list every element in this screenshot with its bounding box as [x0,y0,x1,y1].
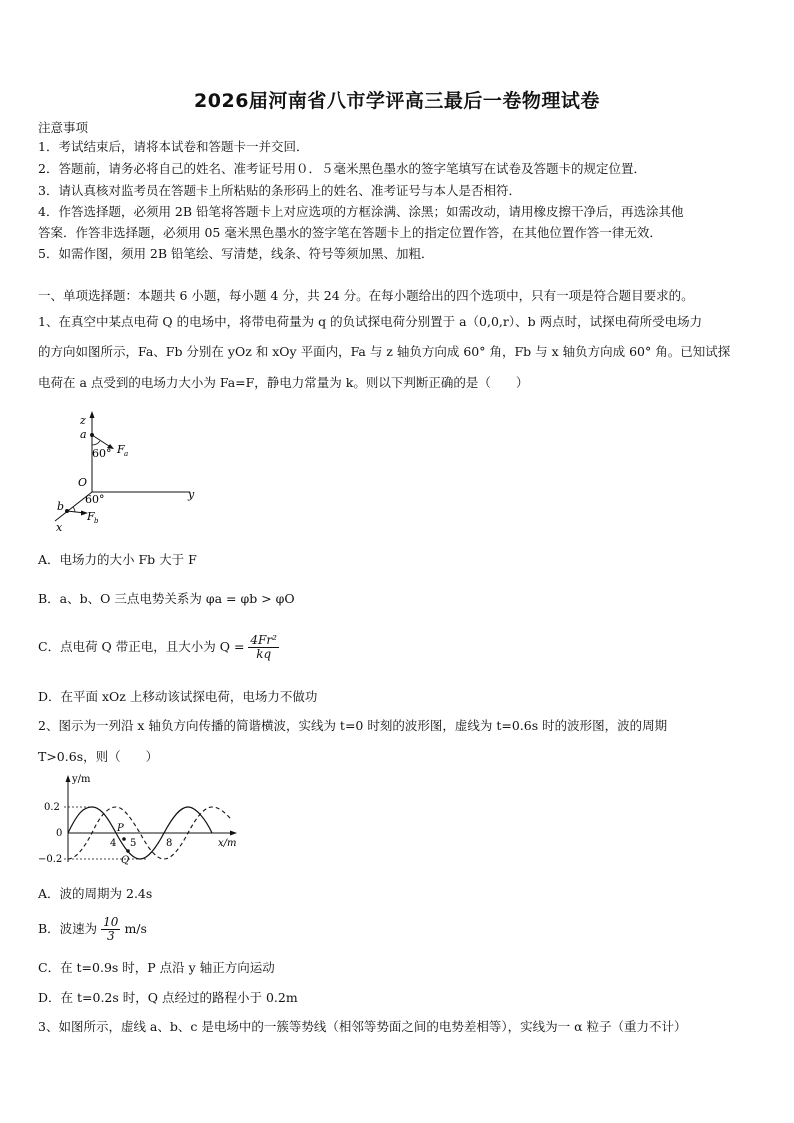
label-x4: 4 [110,838,117,849]
fraction-numerator: 10 [103,915,119,929]
label-angle-b: 60° [85,493,105,506]
page-title: 2026届河南省八市学评高三最后一卷物理试卷 [194,90,600,112]
notice-item: 2．答题前，请务必将自己的姓名、准考证号用０．５毫米黑色墨水的签字笔填写在试卷及答题卡的规定位置． [38,161,646,176]
x-arrow [230,831,237,836]
notice-item: 4．作答选择题，必须用 2B 铅笔将答题卡上对应选项的方框涂满、涂黑；如需改动，请用橡皮擦干净后，再选涂其他 [38,204,684,219]
label-y-top: 0.2 [44,802,60,813]
q2-option-d: D．在 t=0.2s 时，Q 点经过的路程小于 0.2m [38,990,298,1005]
q2-text: T>0.6s，则（ ） [38,749,159,764]
label-origin: O [78,476,88,489]
q2-option-b [38,911,147,947]
q1-option-b: B．a、b、O 三点电势关系为 φa = φb > φO [38,591,295,606]
label-angle-a: 60° [92,447,112,460]
fraction-denominator: 3 [106,929,115,943]
q1-option-d: D．在平面 xOz 上移动该试探电荷，电场力不做功 [38,689,318,704]
label-z: z [80,414,86,427]
q2-option-b-text: B．波速为 [38,921,98,936]
label-y-bottom: −0.2 [38,854,63,865]
q2-option-b-unit: m/s [124,921,147,936]
q1-text: 1、在真空中某点电荷 Q 的电场中，将带电荷量为 q 的负试探电荷分别置于 a（0,0,r）、b 两点时，试探电荷所受电场力 [38,314,703,329]
q2-option-c: C．在 t=0.9s 时，P 点沿 y 轴正方向运动 [38,960,275,975]
label-ylabel: y/m [72,774,91,785]
label-xlabel: x/m [218,838,237,849]
point-p [122,837,126,841]
fraction-numerator: 4Fr² [250,633,277,647]
notice-heading: 注意事项 [38,120,89,135]
notice-item: 答案．作答非选择题，必须用 05 毫米黑色墨水的签字笔在答题卡上的指定位置作答，在其他位置作答一律无效． [38,225,662,240]
fraction-denominator: kq [256,647,272,661]
q2-option-a: A．波的周期为 2.4s [38,886,153,901]
label-p: P [117,823,124,834]
q1-option-c [38,629,279,665]
q2-option-b-fraction [101,916,120,943]
q1-option-c-fraction [248,634,279,661]
label-x: x [56,521,63,534]
label-b: b [57,500,65,513]
label-fb-sub: b [94,517,99,525]
point-q [126,849,130,853]
q1-option-c-text: C．点电荷 Q 带正电，且大小为 Q = [38,639,245,654]
notice-item: 1．考试结束后，请将本试卷和答题卡一并交回． [38,139,309,154]
label-x5: 5 [130,838,137,849]
q1-text: 的方向如图所示，Fa、Fb 分别在 yOz 和 xOy 平面内，Fa 与 z 轴负方向成 60° 角，Fb 与 x 轴负方向成 60° 角。已知试探 [38,344,731,359]
section-heading: 一、单项选择题：本题共 6 小题，每小题 4 分，共 24 分。在每小题给出的四个选项中，只有一项是符合题目要求的。 [38,288,694,303]
label-fb: F [87,510,95,523]
y-arrow [66,775,71,782]
angle-arc-a [92,441,100,445]
notice-item: 5．如需作图，须用 2B 铅笔绘、写清楚，线条、符号等须加黑、加粗． [38,246,434,261]
z-arrow [90,411,95,418]
q1-option-a: A．电场力的大小 Fb 大于 F [38,552,197,567]
q2-wave-figure [36,772,246,868]
q1-axes-figure [45,407,215,535]
label-a: a [80,428,87,441]
label-y: y [188,488,195,501]
q1-text: 电荷在 a 点受到的电场力大小为 Fa=F，静电力常量为 k。则以下判断正确的是（ ） [38,375,529,390]
label-y-zero: 0 [56,828,63,839]
label-q: Q [121,855,130,866]
label-fa-sub: a [124,450,129,458]
q3-text: 3、如图所示，虚线 a、b、c 是电场中的一簇等势线（相邻等势面之间的电势差相等），实线为一 α 粒子（重力不计） [38,1019,687,1034]
q2-text: 2、图示为一列沿 x 轴负方向传播的简谐横波，实线为 t=0 时刻的波形图，虚线为 t=0.6s 时的波形图，波的周期 [38,718,668,733]
notice-item: 3．请认真核对监考员在答题卡上所粘贴的条形码上的姓名、准考证号与本人是否相符． [38,183,521,198]
label-x8: 8 [166,838,173,849]
label-fa: F [117,443,125,456]
